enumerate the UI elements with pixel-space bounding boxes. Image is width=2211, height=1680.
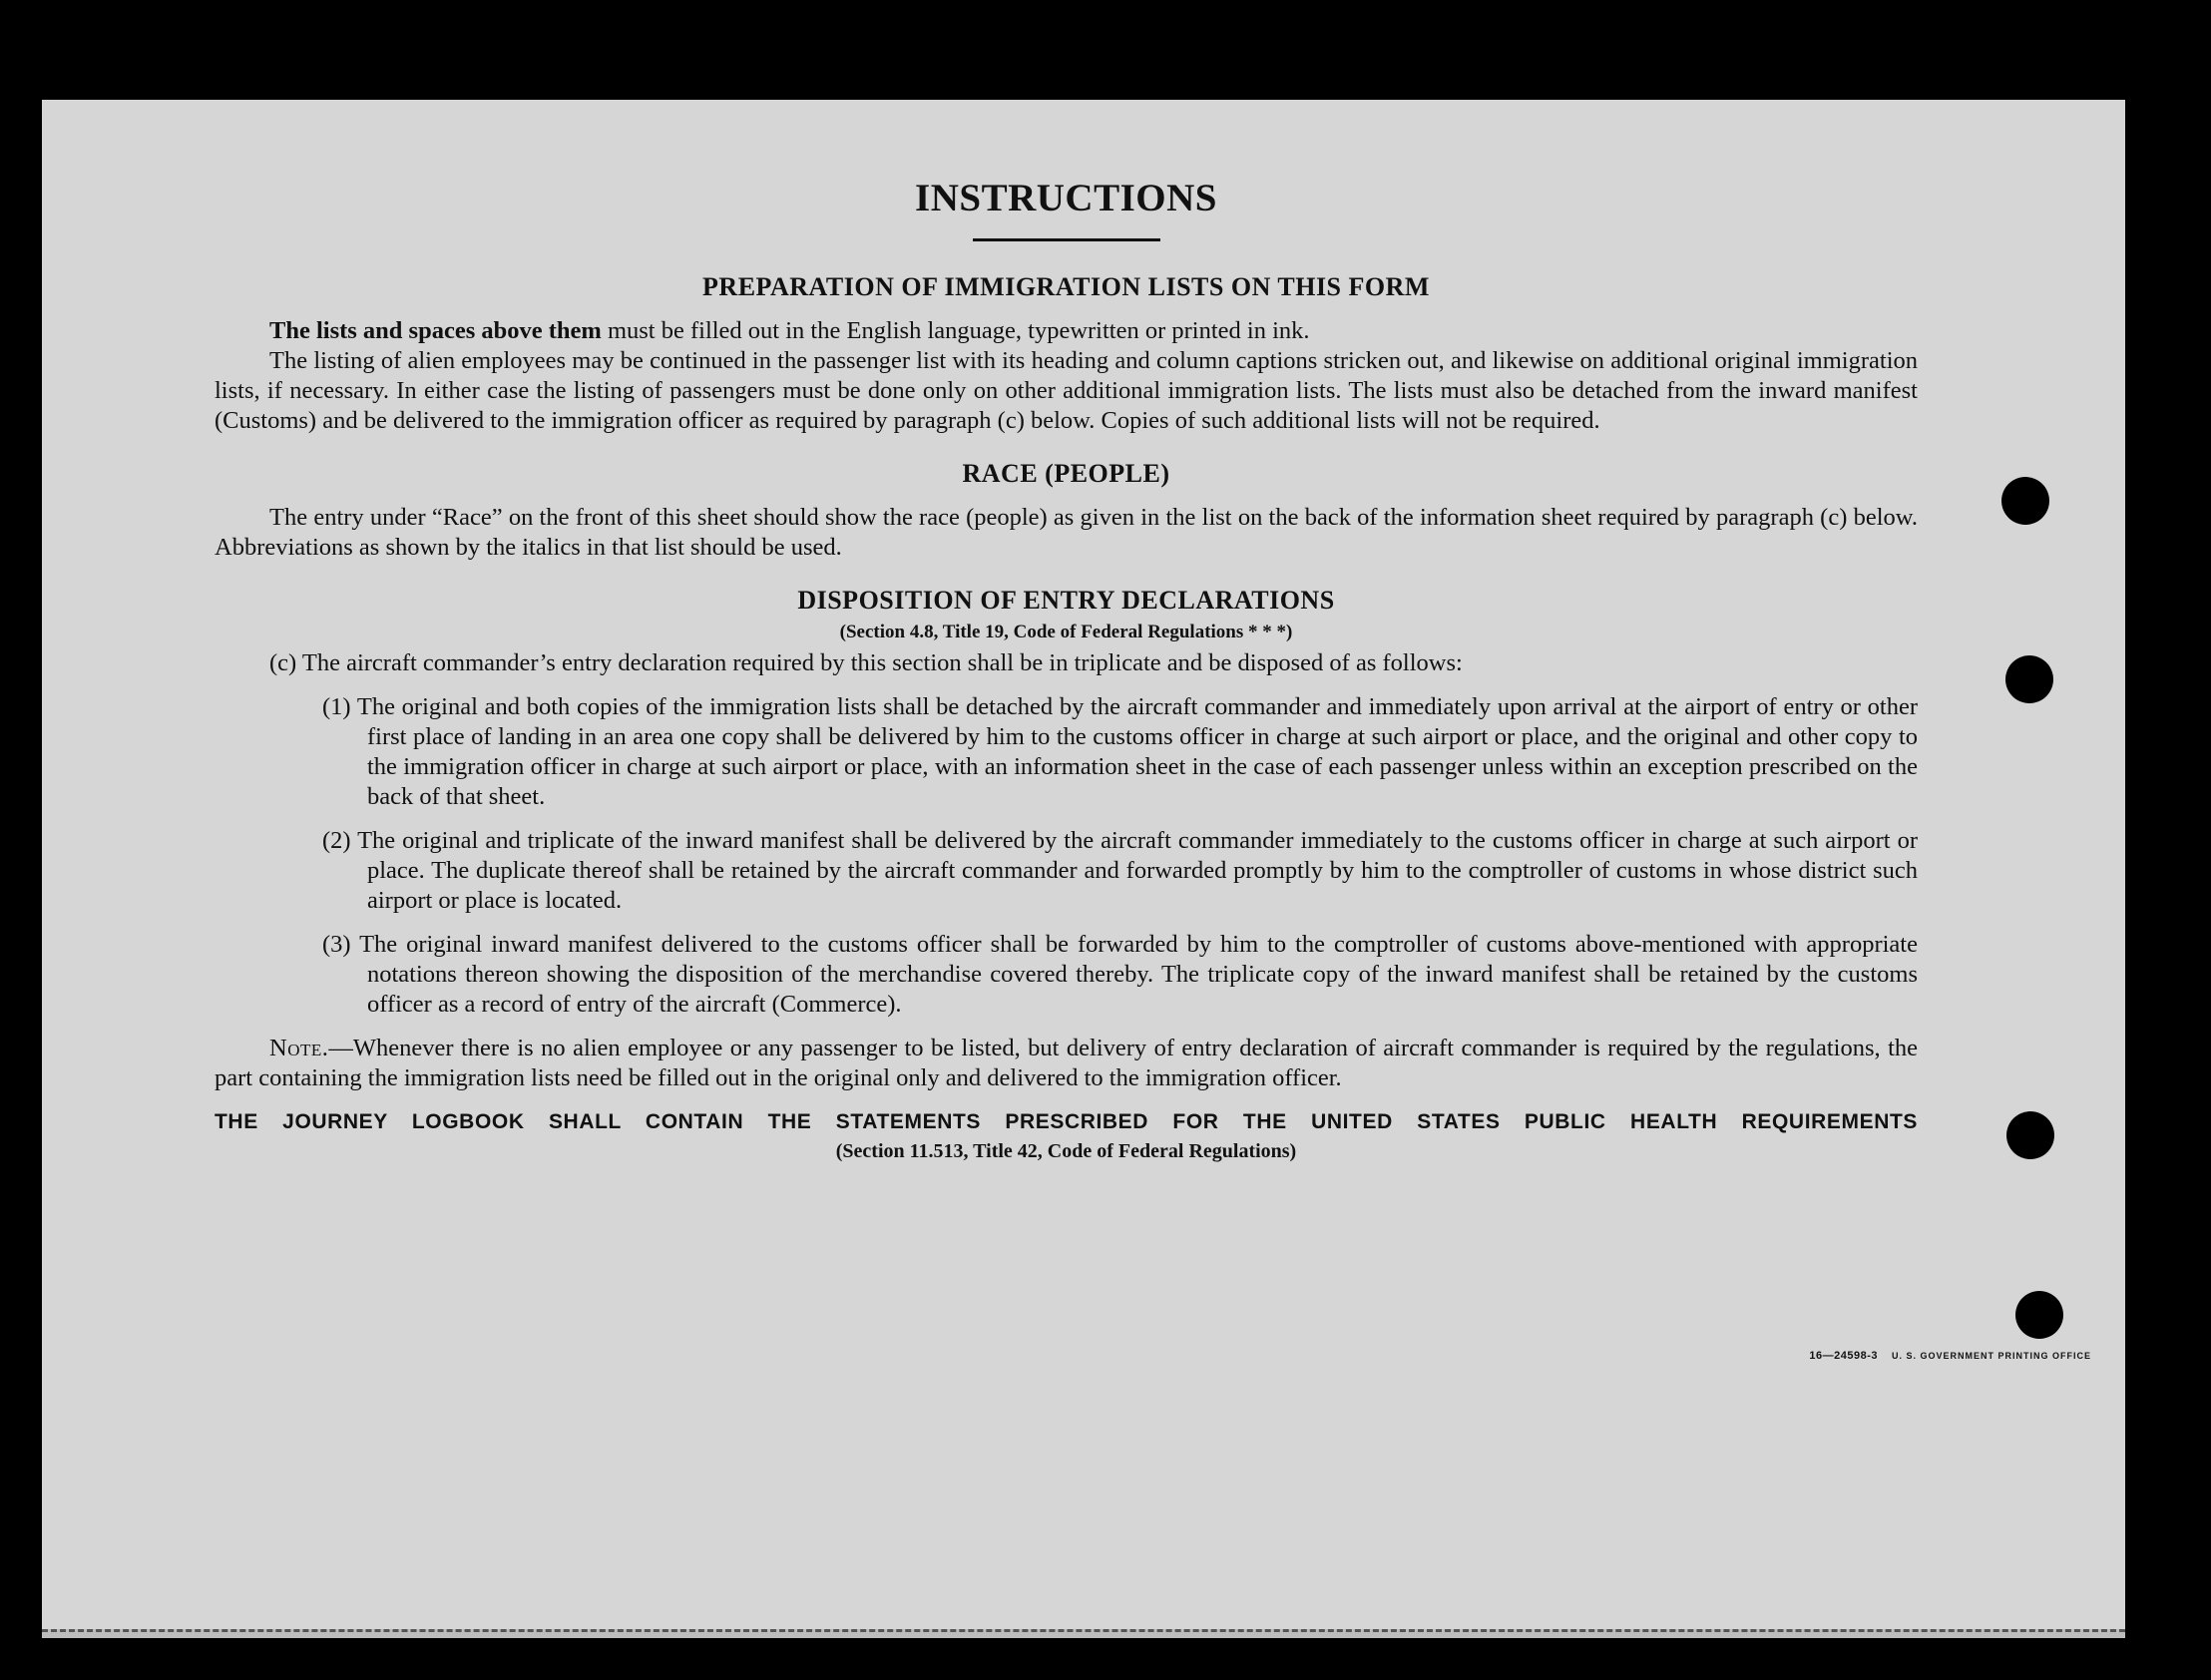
race-heading: RACE (PEOPLE)	[962, 459, 1170, 489]
sheet-bottom-edge	[42, 1629, 2125, 1638]
disposition-heading: DISPOSITION OF ENTRY DECLARATIONS	[797, 586, 1335, 616]
disposition-citation: (Section 4.8, Title 19, Code of Federal Regulations * * *)	[839, 622, 1293, 643]
document-sheet	[42, 100, 2125, 1638]
race-paragraph: The entry under “Race” on the front of this sheet should show the race (people) as given in the list on the back of the information sheet required by paragraph (c) below. Abbreviations as shown by the italics in that list should be used.	[215, 504, 1918, 562]
form-number: 16—24598-3	[1809, 1350, 1878, 1362]
preparation-heading: PREPARATION OF IMMIGRATION LISTS ON THIS FORM	[702, 271, 1430, 301]
note-paragraph	[215, 1034, 1918, 1093]
preparation-paragraph-1-rest: must be filled out in the English language, typewritten or printed in ink.	[601, 317, 1310, 345]
health-requirements-statement: THE JOURNEY LOGBOOK SHALL CONTAIN THE STATEMENTS PRESCRIBED FOR THE UNITED STATES PUBLIC HEALTH REQUIREMENTS	[215, 1110, 1918, 1134]
preparation-paragraph-1	[215, 316, 1918, 346]
instructions-content	[215, 160, 1918, 1165]
punch-hole-1	[2001, 477, 2049, 525]
note-lead: Note.	[269, 1035, 329, 1062]
note-text: —Whenever there is no alien employee or any passenger to be listed, but delivery of entry declaration of aircraft commander is required by the regulations, the part containing the immigration lists need be filled out in the original only and delivered to the immigration officer.	[215, 1035, 1918, 1092]
punch-hole-4	[2015, 1291, 2063, 1339]
punch-hole-3	[2006, 1111, 2054, 1159]
disposition-item-3: (3) The original inward manifest delivered to the customs officer shall be forwarded by him to the comptroller of customs above-mentioned with appropriate notations thereon showing the disposition of the merchandise covered thereby. The triplicate copy of the inward manifest shall be retained by the customs officer as a record of entry of the aircraft (Commerce).	[322, 931, 1918, 1019]
title-underline	[973, 238, 1160, 241]
disposition-intro: (c) The aircraft commander’s entry declaration required by this section shall be in triplicate and be disposed of as follows:	[269, 649, 1463, 677]
disposition-item-1: (1) The original and both copies of the immigration lists shall be detached by the aircraft commander and immediately upon arrival at the airport of entry or other first place of landing in an area one copy shall be delivered by him to the customs officer in charge at such airport or place, and the original and other copy to the immigration officer in charge at such airport or place, with an information sheet in the case of each passenger unless within an exception prescribed on the back of that sheet.	[322, 693, 1918, 811]
page-title: INSTRUCTIONS	[915, 177, 1217, 219]
print-code	[1809, 1350, 2091, 1362]
health-requirements-citation: (Section 11.513, Title 42, Code of Federal Regulations)	[835, 1140, 1297, 1163]
printer-name: U. S. GOVERNMENT PRINTING OFFICE	[1891, 1351, 2091, 1361]
disposition-item-2: (2) The original and triplicate of the inward manifest shall be delivered by the aircraft commander immediately to the customs officer in charge at such airport or place. The duplicate thereof shall be retained by the aircraft commander and forwarded promptly by him to the comptroller of customs in whose district such airport or place is located.	[322, 827, 1918, 915]
preparation-paragraph-1-lead: The lists and spaces above them	[269, 317, 602, 345]
preparation-paragraph-2: The listing of alien employees may be continued in the passenger list with its heading and column captions stricken out, and likewise on additional original immigration lists, if necessary. In either case the listing of passengers must be done only on other additional immigration lists. The lists must also be detached from the inward manifest (Customs) and be delivered to the immigration officer as required by paragraph (c) below. Copies of such additional lists will not be required.	[215, 347, 1918, 435]
punch-hole-2	[2005, 655, 2053, 703]
